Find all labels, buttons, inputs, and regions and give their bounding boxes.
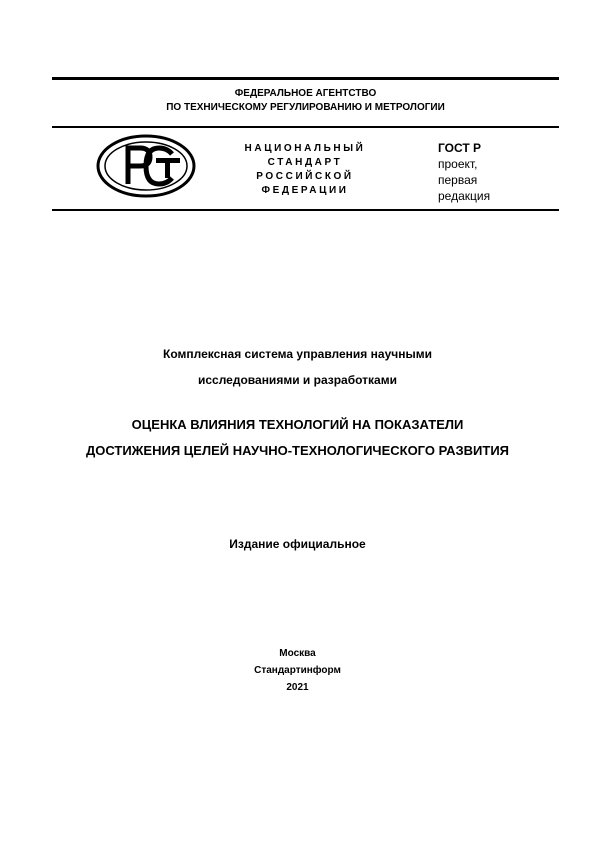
middle-rule bbox=[52, 126, 559, 128]
standard-line-4: ФЕДЕРАЦИИ bbox=[261, 185, 349, 196]
gost-code: ГОСТ Р bbox=[438, 141, 482, 155]
bottom-rule bbox=[52, 209, 559, 211]
gost-status-1: проект, bbox=[438, 157, 478, 171]
standard-line-2: СТАНДАРТ bbox=[267, 157, 343, 168]
series-line-2: исследованиями и разработками bbox=[197, 373, 397, 387]
standard-label bbox=[210, 142, 400, 198]
imprint-year: 2021 bbox=[286, 682, 309, 693]
agency-line-1: ФЕДЕРАЛЬНОЕ АГЕНТСТВО bbox=[234, 88, 377, 99]
standard-line-3: РОССИЙСКОЙ bbox=[256, 171, 354, 182]
agency-name bbox=[52, 87, 559, 115]
imprint-publisher: Стандартинформ bbox=[254, 665, 341, 676]
edition-label: Издание официальное bbox=[229, 537, 366, 551]
imprint-city: Москва bbox=[279, 648, 316, 659]
title-line-2: ДОСТИЖЕНИЯ ЦЕЛЕЙ НАУЧНО-ТЕХНОЛОГИЧЕСКОГО РАЗВИТИЯ bbox=[85, 443, 510, 458]
gost-status-3: редакция bbox=[438, 189, 491, 203]
standard-line-1: НАЦИОНАЛЬНЫЙ bbox=[244, 143, 366, 154]
gost-designation bbox=[438, 140, 490, 204]
title-line-1: ОЦЕНКА ВЛИЯНИЯ ТЕХНОЛОГИЙ НА ПОКАЗАТЕЛИ bbox=[131, 417, 464, 432]
series-title bbox=[0, 341, 595, 393]
document-title bbox=[0, 412, 595, 464]
agency-line-2: ПО ТЕХНИЧЕСКОМУ РЕГУЛИРОВАНИЮ И МЕТРОЛОГИИ bbox=[166, 102, 445, 113]
rst-emblem-icon bbox=[96, 134, 196, 198]
gost-status-2: первая bbox=[438, 173, 478, 187]
imprint bbox=[0, 645, 595, 696]
top-rule bbox=[52, 77, 559, 80]
series-line-1: Комплексная система управления научными bbox=[163, 347, 432, 361]
